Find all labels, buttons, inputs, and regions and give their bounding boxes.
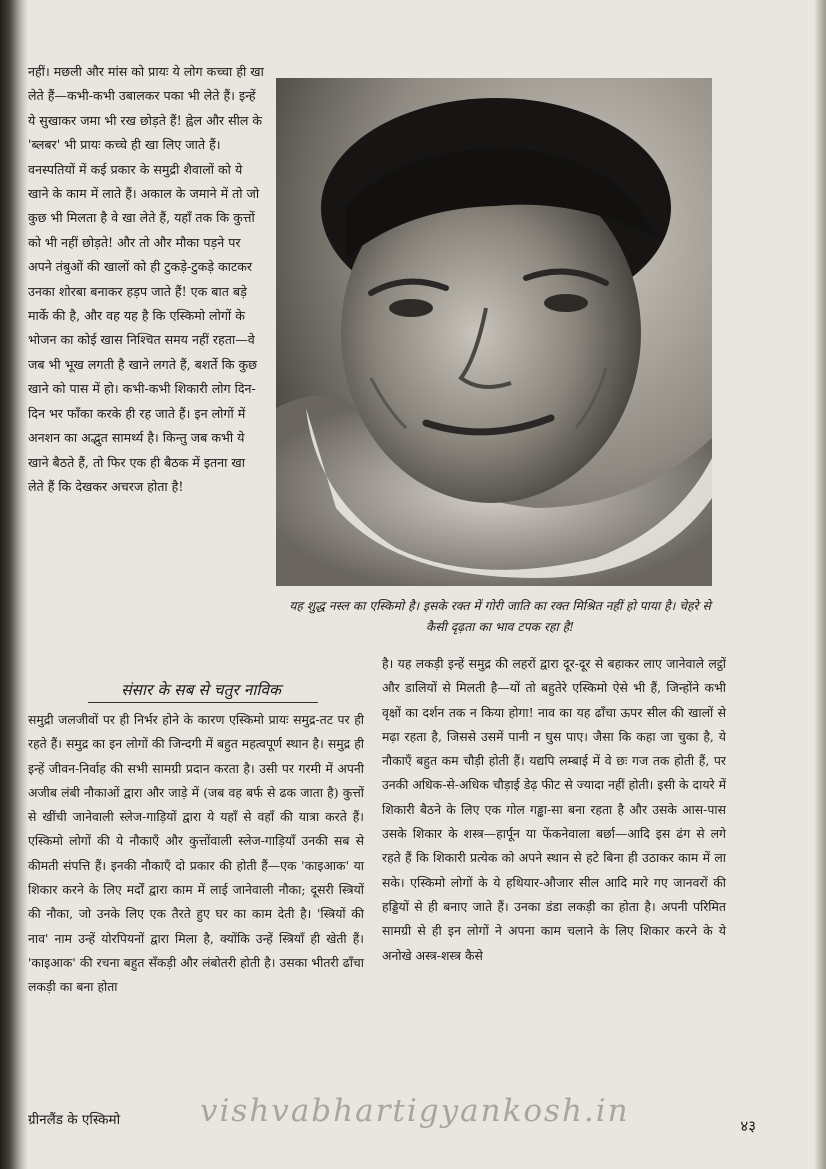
page-number: ४३ <box>740 1117 756 1135</box>
page-right-edge <box>814 0 826 1169</box>
top-left-paragraph: नहीं। मछली और मांस को प्रायः ये लोग कच्चा ही खा लेते हैं—कभी-कभी उबालकर पका भी लेते हैं। इन्हें ये सुखाकर जमा भी रख छोड़ते हैं! ह्वेल और सील के 'ब्लबर' भी प्रायः कच्चे ही खा लिए जाते हैं। वनस्पतियों में कई प्रकार के समुद्री शैवालों को ये खाने के काम में लाते हैं। अकाल के जमाने में तो जो कुछ भी मिलता है वे खा लेते हैं, यहाँ तक कि कुत्तों को भी नहीं छोड़ते! और तो और मौका पड़ने पर अपने तंबुओं की खालों को ही टुकड़े-टुकड़े काटकर उनका शोरबा बनाकर हड़प जाते हैं! एक बात बड़े मार्के की है, और वह यह है कि एस्किमो लोगों के भोजन का कोई खास निश्चित समय नहीं रहता—वे जब भी भूख लगती है खाने लगते हैं, बशर्ते कि कुछ खाने को पास में हो। कभी-कभी शिकारी लोग दिन-दिन भर फाँका करके ही रह जाते हैं। इन लोगों में अनशन का अद्भुत सामर्थ्य है। किन्तु जब कभी ये खाने बैठते हैं, तो फिर एक ही बैठक में इतना खा लेते हैं कि देखकर अचरज होता है! <box>28 64 264 494</box>
bottom-right-column <box>382 652 726 968</box>
eskimo-portrait-photo <box>276 78 712 586</box>
photo-caption: यह शुद्ध नस्ल का एस्किमो है। इसके रक्त में गोरी जाति का रक्त मिश्रित नहीं हो पाया है। चेहरे से कैसी दृढ़ता का भाव टपक रहा है! <box>289 599 711 634</box>
bottom-left-paragraph: समुद्री जलजीवों पर ही निर्भर होने के कारण एस्किमो प्रायः समुद्र-तट पर ही रहते हैं। समुद्र का इन लोगों की जिन्दगी में बहुत महत्वपूर्ण स्थान है। समुद्र ही इन्हें जीवन-निर्वाह की सभी सामग्री प्रदान करता है। उसी पर गरमी में अपनी अजीब लंबी नौकाओं द्वारा और जाड़े में (जब वह बर्फ से ढक जाता है) कुत्तों से खींची जानेवाली स्लेज-गाड़ियों द्वारा ये यहाँ से वहाँ की यात्रा करते हैं। एस्किमो लोगों की ये नौकाएँ और कुत्तोंवाली स्लेज-गाड़ियाँ उनकी सब से कीमती संपत्ति हैं। इनकी नौकाएँ दो प्रकार की होती हैं—एक 'काइआक' या शिकार करने के लिए मर्दों द्वारा काम में लाई जानेवाली नौका; दूसरी स्त्रियों की नौका, जो उनके लिए एक तैरते हुए घर का काम देती है। 'स्त्रियों की नाव' नाम उन्हें योरपियनों द्वारा मिला है, क्योंकि उन्हें स्त्रियाँ ही खेती हैं। 'काइआक' की रचना बहुत सँकड़ी और लंबोतरी होती है। उसका भीतरी ढाँचा लकड़ी का बना होता <box>28 712 364 995</box>
top-left-column <box>28 60 264 499</box>
heading-underline <box>88 702 318 703</box>
running-footer-title: ग्रीनलैंड के एस्किमो <box>28 1112 121 1128</box>
portrait-illustration <box>276 78 712 586</box>
bottom-right-paragraph: है। यह लकड़ी इन्हें समुद्र की लहरों द्वारा दूर-दूर से बहाकर लाए जानेवाले लट्ठों और डालियों से मिलती है—यों तो बहुतेरे एस्किमो ऐसे भी हैं, जिन्होंने कभी वृक्षों का दर्शन तक न किया होगा! नाव का यह ढाँचा ऊपर सील की खालों से मढ़ा रहता है, जिससे उसमें पानी न घुस पाए। जैसा कि कहा जा चुका है, ये नौकाएँ बहुत कम चौड़ी होती हैं। यद्यपि लम्बाई में वे छः गज तक होती हैं, पर उनकी अधिक-से-अधिक चौड़ाई डेढ़ फीट से ज्यादा नहीं होती। इसी के दायरे में शिकारी बैठने के लिए एक गोल गड्ढा-सा बना रहता है और उसके आस-पास उसके शिकार के शस्त्र—हार्पून या फेंकनेवाला बर्छा—आदि इस ढंग से लगे रहते हैं कि शिकारी प्रत्येक को अपने स्थान से हटे बिना ही उठाकर काम में ला सके। एस्किमो लोगों के ये हथियार-औजार सील आदि मारे गए जानवरों की हड्डियों से ही बनाए जाते हैं। उनका डंडा लकड़ी का होता है। अपनी परिमित सामग्री से ही इन लोगों ने अपना काम चलाने के लिए शिकार करने के ये अनोखे अस्त्र-शस्त्र कैसे <box>382 656 726 963</box>
page-binding-edge <box>0 0 28 1169</box>
bottom-left-column <box>28 708 364 1000</box>
section-heading: संसार के सब से चतुर नाविक <box>121 681 281 699</box>
source-watermark: vishvabhartigyankosh.in <box>200 1093 630 1129</box>
